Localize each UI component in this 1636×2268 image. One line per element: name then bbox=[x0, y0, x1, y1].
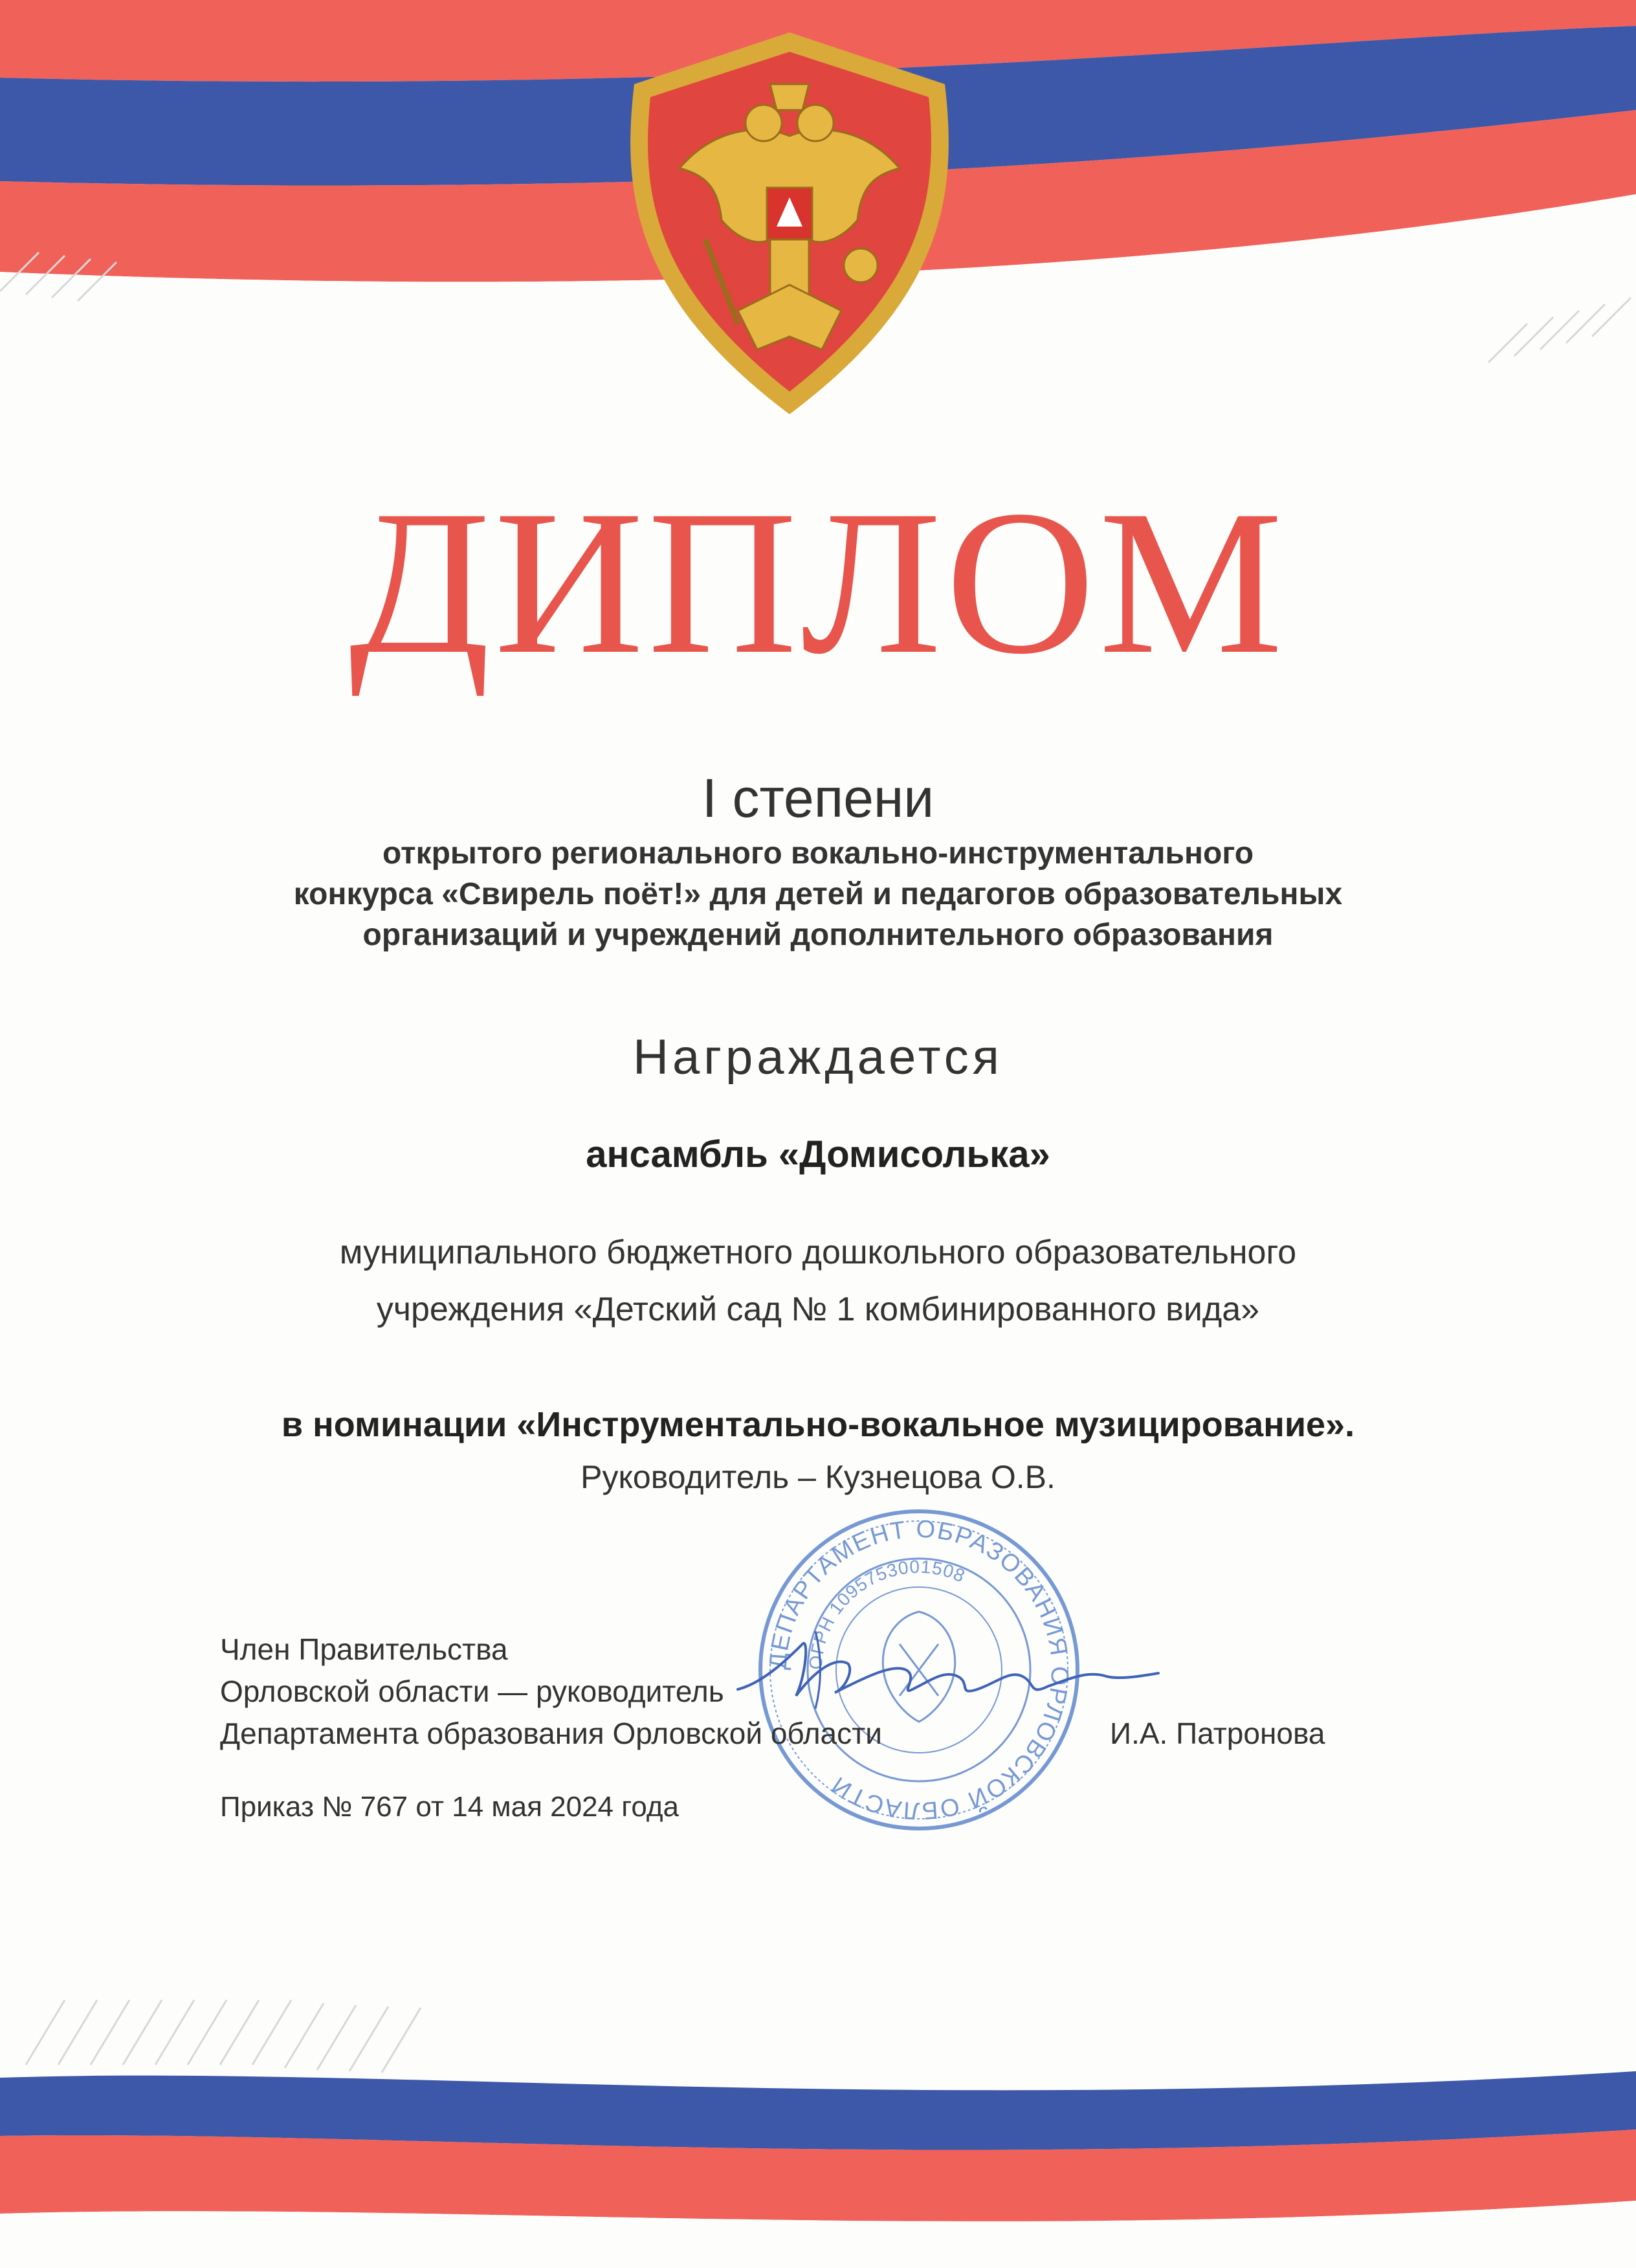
signer-name: И.А. Патронова bbox=[1110, 1717, 1325, 1750]
diploma-title: ДИПЛОМ bbox=[349, 468, 1287, 697]
signatory-line: Департамента образования Орловской области bbox=[220, 1717, 882, 1750]
contest-line: организаций и учреждений дополнительного образования bbox=[362, 918, 1274, 952]
signatory-line: Орловской области — руководитель bbox=[220, 1674, 724, 1708]
flag-wave-bottom bbox=[0, 1968, 1636, 2268]
recipient-name: ансамбль «Домисолька» bbox=[586, 1133, 1050, 1175]
leader-text: Руководитель – Кузнецова О.В. bbox=[580, 1459, 1056, 1495]
stamp-outer-text: ДЕПАРТАМЕНТ ОБРАЗОВАНИЯ ОРЛОВСКОЙ ОБЛАСТИ bbox=[764, 1515, 1074, 1825]
order-reference: Приказ № 767 от 14 мая 2024 года bbox=[220, 1791, 679, 1823]
contest-line: открытого регионального вокально-инструментального bbox=[382, 836, 1254, 871]
degree-text: I степени bbox=[702, 768, 934, 828]
institution-line: учреждения «Детский сад № 1 комбинированного вида» bbox=[376, 1291, 1260, 1328]
stamp-inner-text: ОГРН 1095753001508 bbox=[805, 1556, 969, 1671]
signatory-line: Член Правительства bbox=[220, 1632, 508, 1666]
handwritten-signature bbox=[725, 1618, 1165, 1722]
coat-of-arms-emblem bbox=[608, 26, 971, 427]
nomination-text: в номинации «Инструментально-вокальное музицирование». bbox=[281, 1405, 1355, 1444]
contest-line: конкурса «Свирель поёт!» для детей и педагогов образовательных bbox=[293, 877, 1343, 911]
awarded-heading: Награждается bbox=[633, 1030, 1003, 1085]
institution-line: муниципального бюджетного дошкольного образовательного bbox=[339, 1234, 1297, 1271]
